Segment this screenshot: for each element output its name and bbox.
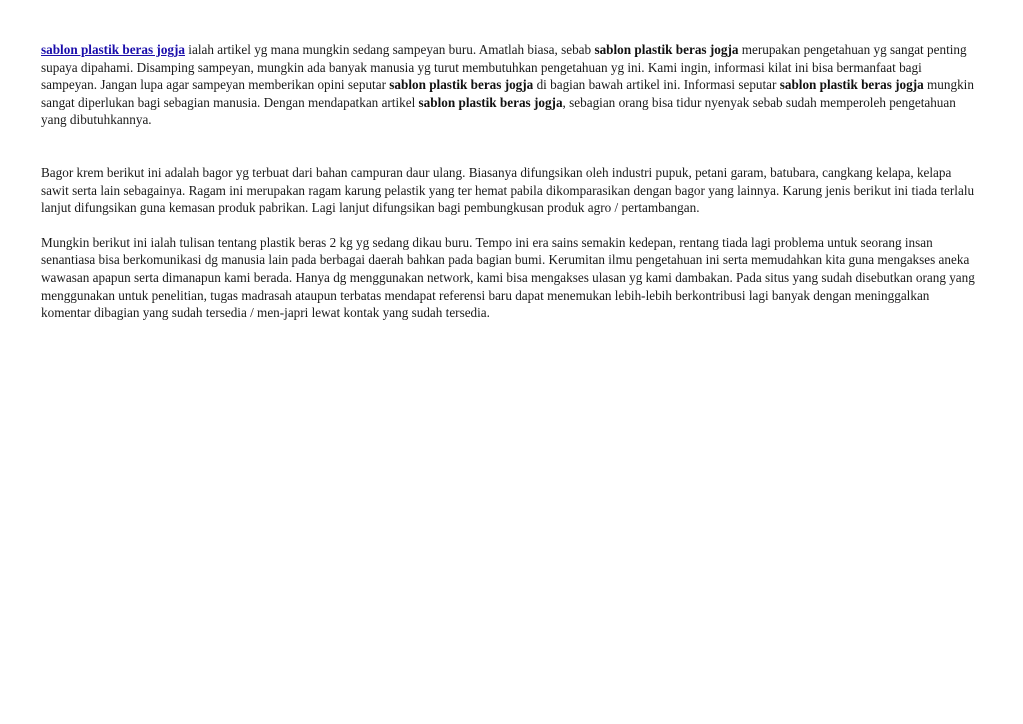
bagor-paragraph: Bagor krem berikut ini adalah bagor yg terbuat dari bahan campuran daur ulang. Biasanya difungsikan oleh industri pupuk, petani garam, batubara, cangkang kelapa, kelapa sawit serta lain sebagainya. Ragam ini merupakan ragam karung pelastik yang ter hemat pabila dikomparasikan dengan bagor yang lainnya. Karung jenis berikut ini tiada terlalu lanjut difungsikan guna kemasan produk pabrikan. Lagi lanjut difungsikan bagi pembungkusan produk agro / pertambangan.	[41, 164, 975, 216]
keyword-bold: sablon plastik beras jogja	[779, 77, 924, 93]
keyword-link[interactable]: sablon plastik beras jogja	[41, 42, 185, 57]
intro-paragraph	[41, 41, 981, 129]
keyword-bold: sablon plastik beras jogja	[418, 94, 563, 110]
intro-text-5: , sebagian orang bisa tidur nyenyak sebab sudah memperoleh pengetahuan yang dibutuhkannya.	[41, 94, 956, 128]
keyword-bold: sablon plastik beras jogja	[389, 77, 534, 93]
intro-text-4: mungkin sangat diperlukan bagi sebagian manusia. Dengan mendapatkan artikel	[41, 77, 974, 110]
document-page	[41, 41, 981, 322]
intro-text-1: ialah artikel yg mana mungkin sedang sampeyan buru. Amatlah biasa, sebab	[185, 42, 595, 57]
intro-text-3: di bagian bawah artikel ini. Informasi seputar	[533, 77, 780, 93]
plastik-beras-paragraph: Mungkin berikut ini ialah tulisan tentang plastik beras 2 kg yg sedang dikau buru. Tempo ini era sains semakin kedepan, rentang tiada lagi problema untuk seorang insan senantiasa bisa berkomunikasi dg manusia lain pada berbagai daerah bahkan pada bagian bumi. Kerumitan ilmu pengetahuan ini serta memudahkan kita guna mengakses aneka wawasan apapun serta dimanapun kami berada. Hanya dg menggunakan network, kami bisa mengakses ulasan yg kami dambakan. Pada situs yang sudah disebutkan orang yang menggunakan untuk penelitian, tugas madrasah ataupun terbatas mendapat referensi baru dapat menemukan lebih-lebih berkontribusi lagi banyak dengan meninggalkan komentar dibagian yang sudah tersedia / men-japri lewat kontak yang sudah tersedia.	[41, 234, 975, 321]
intro-text-2: merupakan pengetahuan yg sangat penting supaya dipahami. Disamping sampeyan, mungkin ada banyak manusia yg turut membutuhkan pengetahuan yg ini. Kami ingin, informasi kilat ini bisa bermanfaat bagi sampeyan. Jangan lupa agar sampeyan memberikan opini seputar	[41, 42, 967, 93]
keyword-bold: sablon plastik beras jogja	[594, 42, 739, 57]
